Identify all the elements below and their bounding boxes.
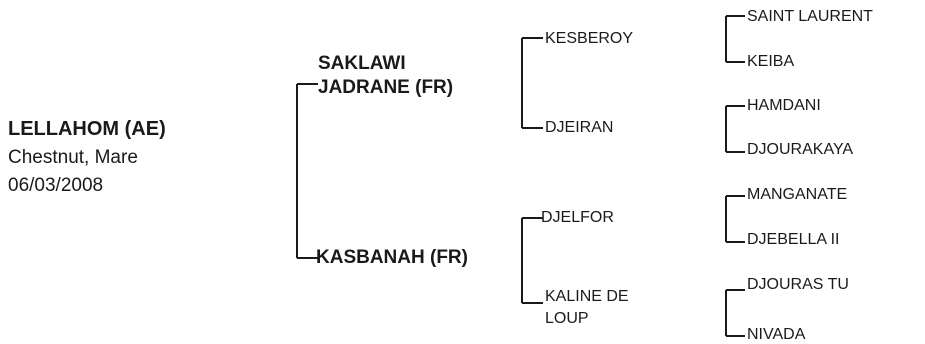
- dam-dam-name-line1: KALINE DE: [545, 288, 629, 305]
- dam-dam-sire-name: DJOURAS TU: [747, 276, 849, 293]
- dam-sire-sire-name: MANGANATE: [747, 186, 848, 203]
- subject-color-sex: Chestnut, Mare: [8, 147, 138, 168]
- dam-dam-name-line2: LOUP: [545, 310, 589, 327]
- sire-dam-sire-name: HAMDANI: [747, 97, 821, 114]
- dam-dam-dam-name: NIVADA: [747, 326, 806, 343]
- sire-dam-dam-name: DJOURAKAYA: [747, 141, 854, 158]
- dam-name: KASBANAH (FR): [316, 247, 468, 268]
- sire-name-line2: JADRANE (FR): [318, 77, 454, 98]
- dam-sire-name: DJELFOR: [541, 209, 614, 226]
- subject-name: LELLAHOM (AE): [8, 118, 166, 140]
- dam-dam-name: [545, 286, 629, 330]
- sire-sire-name: KESBEROY: [545, 30, 634, 47]
- sire-dam-name: DJEIRAN: [545, 119, 614, 136]
- dam-sire-dam-name: DJEBELLA II: [747, 231, 840, 248]
- sire-sire-dam-name: KEIBA: [747, 53, 795, 70]
- subject-dob: 06/03/2008: [8, 175, 104, 196]
- sire-name-line1: SAKLAWI: [318, 53, 406, 74]
- sire-name: [318, 52, 453, 100]
- sire-sire-sire-name: SAINT LAURENT: [747, 8, 873, 25]
